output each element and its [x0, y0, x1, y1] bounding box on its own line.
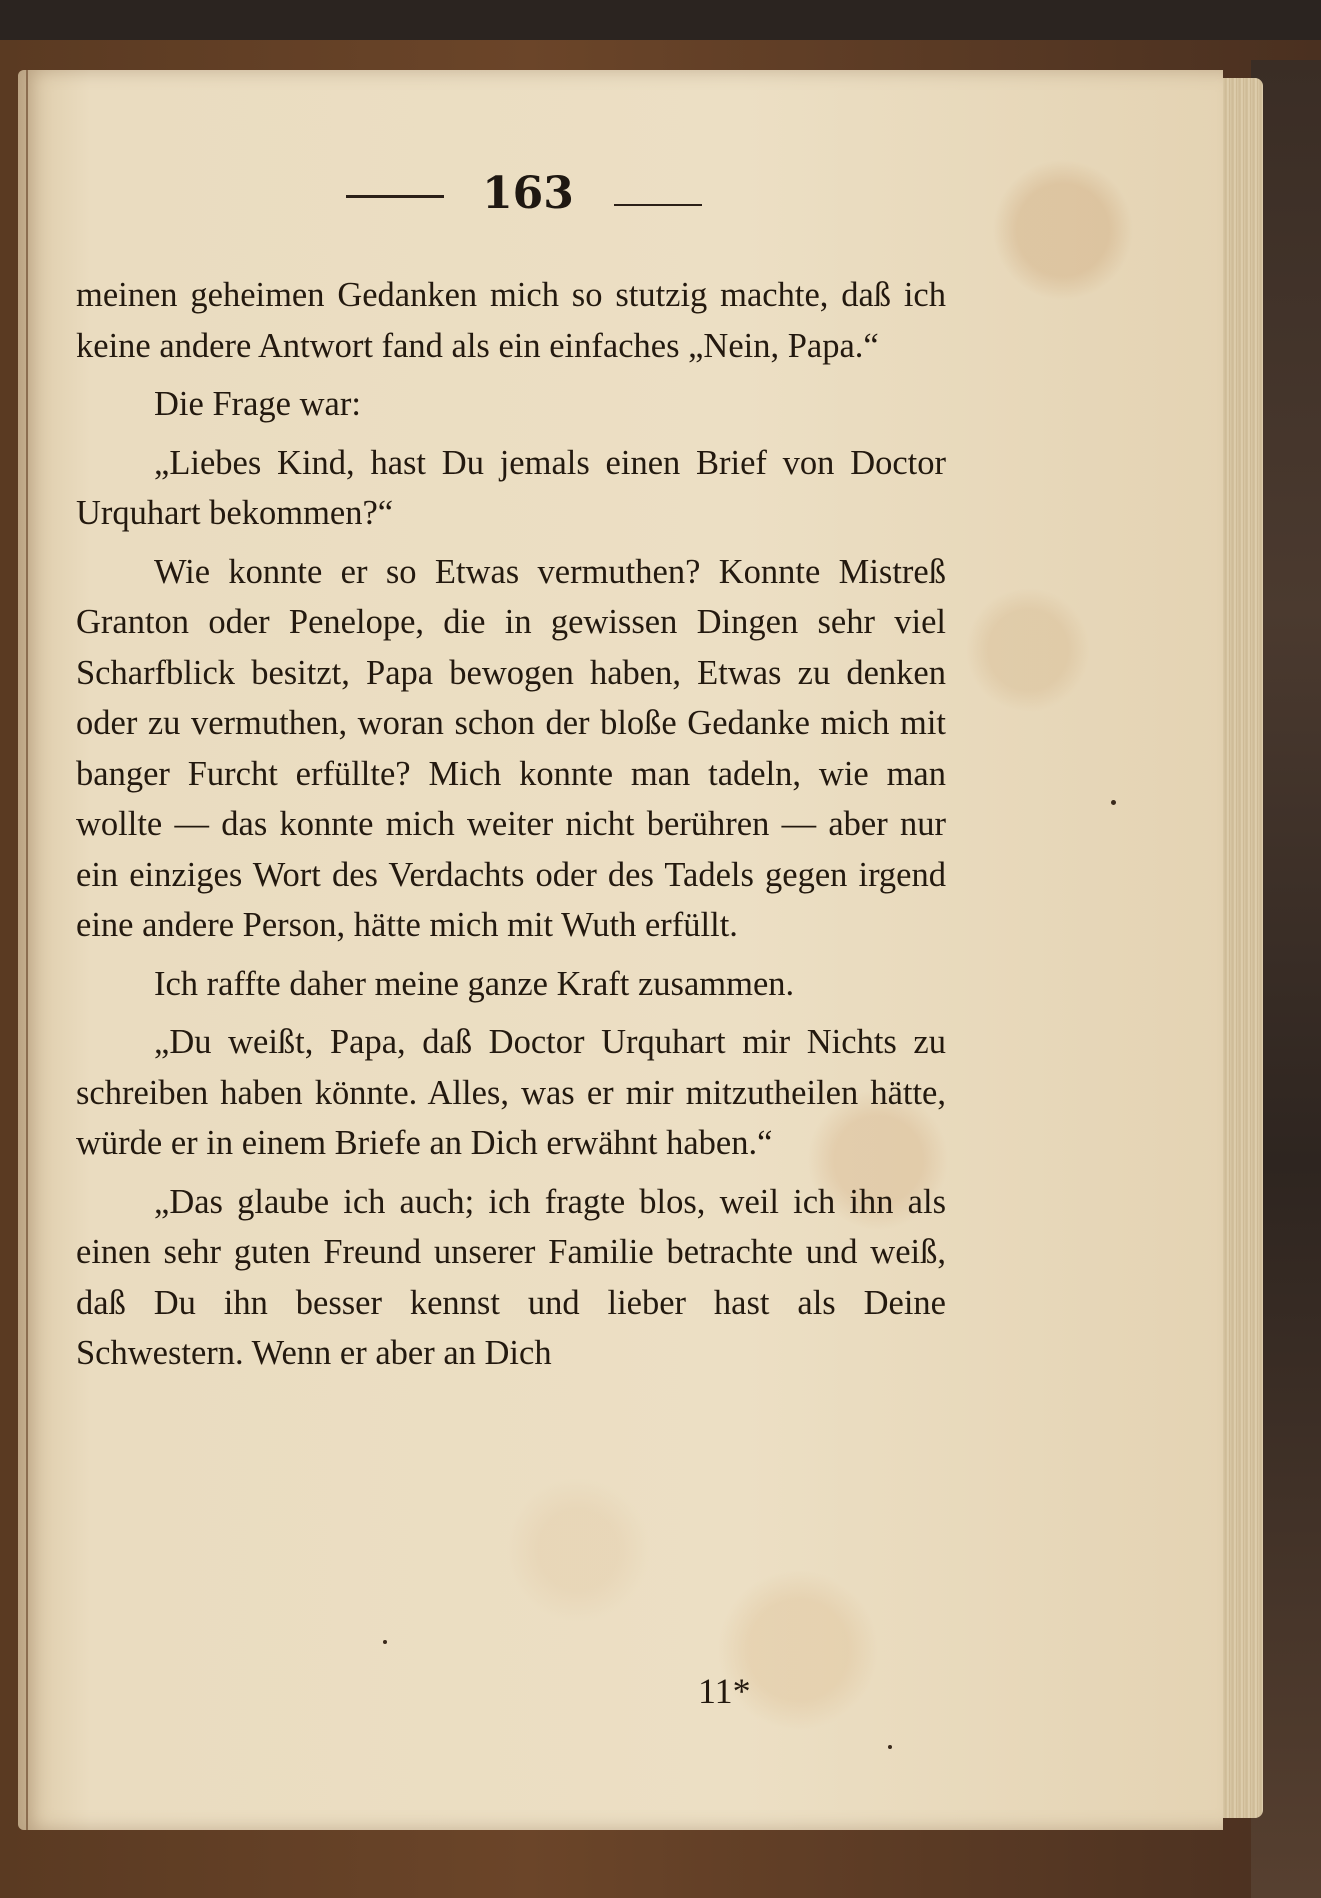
- book-page: [18, 70, 1223, 1830]
- page-number: 163: [482, 168, 574, 219]
- paragraph: Ich raffte daher meine ganze Kraft zusammen.: [154, 964, 795, 1003]
- paragraph: Die Frage war:: [154, 385, 361, 423]
- paper-speck: [888, 1745, 892, 1749]
- paper-speck: [383, 1640, 387, 1644]
- page-body-text: [76, 270, 946, 1387]
- page-gutter: [26, 70, 28, 1830]
- paragraph: „Liebes Kind, hast Du jemals einen Brief von Doctor Urquhart bekommen?“: [76, 443, 946, 532]
- header-rule-right: [614, 204, 702, 206]
- paragraph: Wie konnte er so Etwas vermuthen? Konnte Mistreß Granton oder Penelope, die in gewissen Dingen sehr viel Scharfblick besitzt, Papa bewogen haben, Etwas zu denken oder zu vermuthen, woran schon der bloße Gedanke mich mit banger Furcht erfüllte? Mich konnte man tadeln, wie man wollte — das konnte mich weiter nicht berühren — aber nur ein einziges Wort des Verdachts oder des Tadels gegen irgend eine andere Person, hätte mich mit Wuth erfüllt.: [76, 552, 946, 944]
- paragraph: „Das glaube ich auch; ich fragte blos, weil ich ihn als einen sehr guten Freund unserer Familie betrachte und weiß, daß Du ihn besser kennst und lieber hast als Deine Schwestern. Wenn er aber an Dich: [76, 1182, 946, 1372]
- paragraph: meinen geheimen Gedanken mich so stutzig machte, daß ich keine andere Antwort fand als ein einfaches „Nein, Papa.“: [76, 276, 946, 365]
- header-rule-left: [346, 195, 444, 198]
- signature-mark: 11*: [698, 1671, 751, 1711]
- paragraph: „Du weißt, Papa, daß Doctor Urquhart mir Nichts zu schreiben haben könnte. Alles, was er mir mitzutheilen hätte, würde er in einem Briefe an Dich erwähnt haben.“: [76, 1023, 946, 1162]
- paper-speck: [1111, 800, 1116, 805]
